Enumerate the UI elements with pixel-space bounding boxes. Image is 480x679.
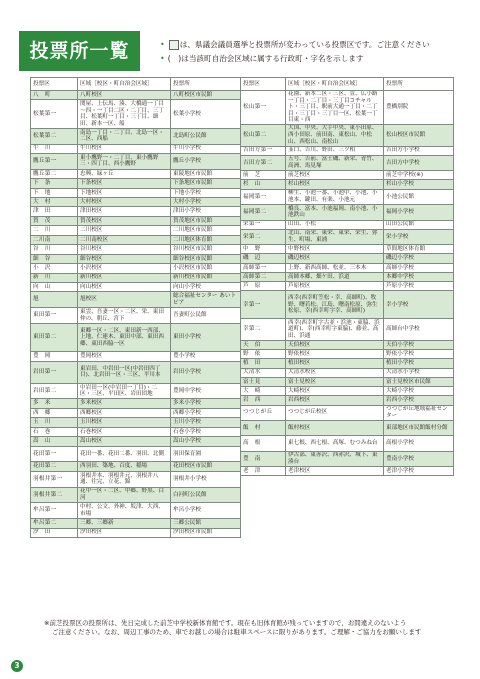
place-cell: 老津小学校 [384, 467, 454, 476]
table-row [241, 291, 454, 319]
district-cell: 杉 山 [241, 180, 286, 189]
area-cell: 嵩山校区 [78, 437, 171, 446]
header-area: 区域［校区・町自治会区域］ [78, 78, 171, 91]
area-cell: 八町校区 [78, 91, 171, 100]
area-cell: 西郷校区 [78, 408, 171, 417]
place-cell: 玉川小学校 [171, 418, 241, 427]
district-cell: 老 津 [241, 467, 286, 476]
area-cell: 花田一番、花田二番、羽田、北側 [78, 446, 171, 462]
district-cell: 谷 川 [31, 245, 78, 254]
place-cell: 芦原小学校 [384, 282, 454, 291]
table-row [31, 128, 241, 144]
district-cell: 吉田方第一 [241, 146, 286, 155]
district-cell: 栄第一 [241, 220, 286, 229]
place-cell: 牟呂小学校 [171, 503, 241, 519]
place-cell: 細谷校区市民館 [171, 254, 241, 263]
place-cell: 賀茂地区市民館 [171, 216, 241, 225]
table-row [31, 352, 241, 361]
place-cell: 富士見校区市民館 [384, 377, 454, 386]
place-cell: 総合福祉センター あいトピア [171, 292, 241, 308]
table-row [31, 264, 241, 273]
area-cell: 韮口、吉川、野田、三ツ相 [286, 146, 384, 155]
place-cell: 汐田校区市民館 [171, 528, 241, 537]
district-cell: 野 依 [241, 350, 286, 359]
area-cell: 伊古部、東赤沢、西赤沢、城下、東湊台 [286, 451, 384, 466]
note-parenthesis [160, 52, 430, 66]
district-cell: 花田第二 [31, 462, 78, 471]
table-row [31, 418, 241, 427]
place-cell: 草間地区体育館 [384, 245, 454, 254]
place-cell: 野依小学校 [384, 350, 454, 359]
table-row [31, 292, 241, 308]
table-row [241, 319, 454, 341]
area-cell: 西幸(西幸町字古並・浜池・東脇、浜道町)、幸(西幸町字東脇)、藤並、高田、浜通 [286, 319, 384, 341]
place-cell: 八町校区市民館 [171, 91, 241, 100]
header-district: 投票区 [31, 78, 78, 91]
table-row [241, 359, 454, 368]
area-cell: 高師本郷、畑ケ田、浜道 [286, 272, 384, 281]
table-row [31, 282, 241, 291]
place-cell: 豊南小学校 [384, 451, 454, 466]
district-cell: 大清水 [241, 368, 286, 377]
page-number: 3 [11, 660, 23, 672]
area-cell: 東七根、西七根、高塚、むつみね台 [286, 436, 384, 451]
table-row [241, 263, 454, 272]
footnote-line: ご注意ください。なお、周辺工事のため、車でお越しの場合は駐車スペースに限りがあります。ご理解・ご協力をお願いします [52, 628, 422, 636]
area-cell: 西羽田、築地、百度、稲場 [78, 462, 171, 471]
area-cell: 賀茂校区 [78, 216, 171, 225]
table-header-row [241, 78, 454, 91]
table-row [241, 91, 454, 125]
place-cell: 花田校区市民館 [171, 462, 241, 471]
notes [160, 38, 430, 66]
area-cell: 下条校区 [78, 179, 171, 188]
district-cell: 東田第一 [31, 308, 78, 324]
district-cell: 羽根井第一 [31, 471, 78, 487]
district-cell: 津 田 [31, 207, 78, 216]
district-cell: 岩 西 [241, 396, 286, 405]
place-cell: 小沢校区市民館 [171, 264, 241, 273]
place-cell: 白河町公民館 [171, 487, 241, 503]
page-title: 投票所一覧 [19, 31, 140, 71]
table-header-row [31, 78, 241, 91]
district-cell: 大 崎 [241, 387, 286, 396]
table-row [241, 396, 454, 405]
place-cell: 豊橋別院 [384, 91, 454, 125]
area-cell: 飯村校区 [286, 420, 384, 435]
place-cell: 谷川校区市民館 [171, 245, 241, 254]
area-cell: 中岩田一区(中岩田一丁目)・二区・三区、平田区、岩田団地 [78, 383, 171, 399]
note-highlight-text: は、県議会議員選挙と投票所が変わっている投票区です。ご注意ください [179, 40, 430, 49]
district-cell: 多 米 [31, 399, 78, 408]
table-row [31, 198, 241, 207]
district-cell: 幸第二 [241, 319, 286, 341]
place-cell: 松山校区市民館 [384, 124, 454, 146]
area-cell: 小沢校区 [78, 264, 171, 273]
district-cell: 高 根 [241, 436, 286, 451]
table-row [241, 124, 454, 146]
district-cell: 高師第一 [241, 263, 286, 272]
place-cell: 東陵地区市民館 [171, 169, 241, 178]
area-cell: 前芝校区 [286, 171, 384, 180]
place-cell: 小池公民館 [384, 189, 454, 204]
area-cell: 花園、新本二区・三区、萱、広小路一丁目・二丁目・三丁目コチャルト・三丁目、駅前大通一丁目・二丁目・三丁目・三丁目一区、松葉一丁目東・西 [286, 91, 384, 125]
table-row [31, 153, 241, 169]
district-cell: 羽根井第二 [31, 487, 78, 503]
table-row [31, 528, 241, 537]
area-cell: 大清水校区 [286, 368, 384, 377]
table-row [31, 361, 241, 383]
table-row [241, 205, 454, 220]
footnote-line: ※前芝投票区の投票所は、先日完成した前芝中学校新体育館です。現在も旧体育館が残っていますので、お間違えのないよう [44, 619, 407, 627]
area-cell: 橋良、富本、小池福岡、南小池、小池鉄山 [286, 205, 384, 220]
place-cell: 石巻小学校 [171, 427, 241, 436]
place-cell: 山田公民館 [384, 220, 454, 229]
polling-table-right [240, 77, 454, 476]
area-cell: 中野校区 [286, 245, 384, 254]
district-cell: 鷹丘第二 [31, 169, 78, 178]
district-cell: 汐 田 [31, 528, 78, 537]
district-cell: 玉 川 [31, 418, 78, 427]
district-cell: 向 山 [31, 282, 78, 291]
table-row [31, 235, 241, 244]
note-parenthesis-text: は当該町自治会区域に属する行政町・字名を示します [181, 54, 364, 63]
area-cell: 野依校区 [286, 350, 384, 359]
table-row [31, 254, 241, 263]
area-cell: 西幸(西幸町笠松・幸、高師町)、牧野、曙若松、江島、曙南松原、弥生松原、幸(西幸町字幸、高師町) [286, 291, 384, 319]
area-cell: 玉川校区 [78, 418, 171, 427]
area-cell: 花中一区・二区、中郷、野黒、白河 [78, 487, 171, 503]
area-cell: 谷川校区 [78, 245, 171, 254]
district-cell: 大 村 [31, 198, 78, 207]
district-cell: 八 町 [31, 91, 78, 100]
place-cell: 松葉小学校 [171, 100, 241, 128]
bullet-icon: • [160, 54, 165, 63]
district-cell: 牟呂第一 [31, 503, 78, 519]
note-parenthesis-prefix: ( ) [167, 54, 182, 63]
place-cell: 大崎小学校 [384, 387, 454, 396]
table-row [241, 436, 454, 451]
area-cell: 豊岡校区 [78, 352, 171, 361]
area-cell: 大村校区 [78, 198, 171, 207]
area-cell: 天伯校区 [286, 340, 384, 349]
place-cell: 高師台中学校 [384, 319, 454, 341]
table-row [241, 220, 454, 229]
table-row [31, 519, 241, 528]
table-body [31, 91, 241, 538]
area-cell: 岩西校区 [286, 396, 384, 405]
area-cell: 南島一丁目・二丁目、北島一区・二区、西船 [78, 128, 171, 144]
area-cell: 石巻校区 [78, 427, 171, 436]
place-cell: 東部地区市民館飯村分館 [384, 420, 454, 435]
place-cell: 福岡小学校 [384, 205, 454, 220]
table-row [241, 189, 454, 204]
place-cell: 吾妻町公民館 [171, 308, 241, 324]
place-cell: 前芝中学校(※) [384, 171, 454, 180]
district-cell: 細 谷 [31, 254, 78, 263]
district-cell: 二 川 [31, 226, 78, 235]
area-cell: 大崎校区 [286, 387, 384, 396]
area-cell: 東岩田、中岩田一区(中岩田四丁目)、北岩田一区・三区、平川本 [78, 361, 171, 383]
polling-table-left [30, 77, 241, 538]
district-cell: 下 条 [31, 179, 78, 188]
place-cell: 下条地区市民館 [171, 179, 241, 188]
table-row [31, 383, 241, 399]
district-cell: 飯 村 [241, 420, 286, 435]
table-row [31, 273, 241, 282]
area-cell: 汐田校区 [78, 528, 171, 537]
table-row [241, 368, 454, 377]
area-cell: 植田校区 [286, 359, 384, 368]
district-cell: 牟呂第二 [31, 519, 78, 528]
area-cell: 杉山校区 [286, 180, 384, 189]
place-cell: 本郷中学校 [384, 272, 454, 281]
table-row [31, 446, 241, 462]
district-cell: 中 野 [241, 245, 286, 254]
place-cell: 杉山小学校 [384, 180, 454, 189]
table-row [241, 245, 454, 254]
area-cell: 関屋、上伝馬、湊、大橋通一丁目～四・一丁目二区・二丁目、三丁目、松葉町一丁目・三丁目、細田、新本一区、船 [78, 100, 171, 128]
district-cell: 新 川 [31, 273, 78, 282]
table-body [241, 91, 454, 476]
district-cell: 岩田第二 [31, 383, 78, 399]
district-cell: 嵩 山 [31, 437, 78, 446]
area-cell: 忠興、緑ヶ丘 [78, 169, 171, 178]
highlight-swatch-icon [169, 40, 179, 50]
area-cell: 中村、公文、外神、坂津、大西、市場 [78, 503, 171, 519]
place-cell: 高師小学校 [384, 263, 454, 272]
table-row [241, 146, 454, 155]
place-cell: 二川地区体育館 [171, 235, 241, 244]
district-cell: 花田第一 [31, 446, 78, 462]
district-cell: 松山第二 [241, 124, 286, 146]
district-cell: 吉田方第二 [241, 155, 286, 170]
table-row [31, 408, 241, 417]
note-highlight [160, 38, 430, 52]
table-row [31, 399, 241, 408]
area-cell: 東雲、吾妻一区・二区、栄、東田仲の、朝丘、宮下 [78, 308, 171, 324]
table-row [31, 503, 241, 519]
area-cell: 羽根井本、羽根井元、羽根井八通、往完、立花、錦 [78, 471, 171, 487]
district-cell: 下 地 [31, 188, 78, 197]
place-cell: 東田小学校 [171, 323, 241, 351]
area-cell: 三郷、三郷新 [78, 519, 171, 528]
area-cell: 二川校区 [78, 226, 171, 235]
table-row [31, 144, 241, 153]
district-cell: 天 伯 [241, 340, 286, 349]
table-row [31, 179, 241, 188]
table-row [241, 180, 454, 189]
table-row [31, 427, 241, 436]
area-cell: 向山校区 [78, 282, 171, 291]
table-row [241, 171, 454, 180]
table-row [241, 451, 454, 466]
table-row [241, 229, 454, 244]
table-row [241, 254, 454, 263]
header-area: 区域［校区・町自治会区域］ [286, 78, 384, 91]
table-row [31, 226, 241, 235]
table-row [241, 467, 454, 476]
district-cell: 松葉第二 [31, 128, 78, 144]
district-cell: 豊 南 [241, 451, 286, 466]
district-cell: 鷹丘第一 [31, 153, 78, 169]
district-cell: 旭 [31, 292, 78, 308]
district-cell: 賀 茂 [31, 216, 78, 225]
district-cell: つつじが丘 [241, 405, 286, 420]
place-cell: 磯辺小学校 [384, 254, 454, 263]
place-cell: 牛川小学校 [171, 144, 241, 153]
place-cell: 植田小学校 [384, 359, 454, 368]
place-cell: 大村小学校 [171, 198, 241, 207]
table-row [241, 350, 454, 359]
table-row [31, 308, 241, 324]
table-row [241, 155, 454, 170]
area-cell: 山田、小松 [286, 220, 384, 229]
district-cell: 高師第二 [241, 272, 286, 281]
place-cell: 羽根井小学校 [171, 471, 241, 487]
district-cell: 小 沢 [31, 264, 78, 273]
place-cell: 豊小学校 [171, 352, 241, 361]
district-cell: 磯 辺 [241, 254, 286, 263]
place-cell: 岩田小学校 [171, 361, 241, 383]
place-cell: 下地小学校 [171, 188, 241, 197]
place-cell: 吉田方小学校 [384, 146, 454, 155]
district-cell: 豊 岡 [31, 352, 78, 361]
place-cell: 幸小学校 [384, 291, 454, 319]
district-cell: 栄第二 [241, 229, 286, 244]
district-cell: 東田第二 [31, 323, 78, 351]
area-cell: 柳生、小池一番、小池中、小池、小池本、鍵田、有楽、小池元 [286, 189, 384, 204]
table-row [31, 100, 241, 128]
table-row [31, 245, 241, 254]
area-cell: 東郷一区・二区、東田新一西部、上地、仁連木、東田中部、東田西郷、東田西脇一区 [78, 323, 171, 351]
area-cell: 細谷校区 [78, 254, 171, 263]
table-row [31, 487, 241, 503]
header-place: 投票所 [171, 78, 241, 91]
area-cell: 富士見校区 [286, 377, 384, 386]
district-cell: 岩田第一 [31, 361, 78, 383]
district-cell: 牛 川 [31, 144, 78, 153]
area-cell: 北山、南栄、東栄、東栄、栄生、弥生、町場、東浦 [286, 229, 384, 244]
bullet-icon: • [160, 40, 165, 49]
place-cell: 向山小学校 [171, 282, 241, 291]
area-cell: 旭校区 [78, 292, 171, 308]
area-cell: 新川校区 [78, 273, 171, 282]
table-row [241, 420, 454, 435]
table-row [241, 272, 454, 281]
table-row [31, 188, 241, 197]
district-cell: 西 郷 [31, 408, 78, 417]
area-cell: 多米校区 [78, 399, 171, 408]
district-cell: 福岡第一 [241, 189, 286, 204]
place-cell: 鷹丘小学校 [171, 153, 241, 169]
place-cell: 三郷公民館 [171, 519, 241, 528]
place-cell: 二川地区市民館 [171, 226, 241, 235]
area-cell: 上野、新西高師、松並、三本木 [286, 263, 384, 272]
table-row [241, 282, 454, 291]
place-cell: つつじが丘地域福祉センター [384, 405, 454, 420]
district-cell: 福岡第二 [241, 205, 286, 220]
table-row [31, 471, 241, 487]
table-row [31, 437, 241, 446]
table-row [241, 387, 454, 396]
district-cell: 植 田 [241, 359, 286, 368]
district-cell: 富士見 [241, 377, 286, 386]
district-cell: 松葉第一 [31, 100, 78, 128]
header-place: 投票所 [384, 78, 454, 91]
header-district: 投票区 [241, 78, 286, 91]
area-cell: 芦原校区 [286, 282, 384, 291]
table-row [31, 462, 241, 471]
place-cell: 岩西小学校 [384, 396, 454, 405]
place-cell: 津田小学校 [171, 207, 241, 216]
table-row [31, 216, 241, 225]
place-cell: 多米小学校 [171, 399, 241, 408]
place-cell: 豊岡中学校 [171, 383, 241, 399]
place-cell: 大清水小学校 [384, 368, 454, 377]
place-cell: 新川校区市民館 [171, 273, 241, 282]
area-cell: 磯辺校区 [286, 254, 384, 263]
table-row [241, 405, 454, 420]
district-cell: 松山第一 [241, 91, 286, 125]
area-cell: 二川南校区 [78, 235, 171, 244]
place-cell: 北島町公民館 [171, 128, 241, 144]
area-cell: 大国、中央、大手中央、東小田原、西小田原、前田南、東松山、中松山、西松山、南松山 [286, 124, 384, 146]
area-cell: 老津校区 [286, 467, 384, 476]
district-cell: 芦 原 [241, 282, 286, 291]
place-cell: 吉田方中学校 [384, 155, 454, 170]
place-cell: 高根小学校 [384, 436, 454, 451]
table-row [241, 340, 454, 349]
table-row [31, 169, 241, 178]
area-cell: 津田校区 [78, 207, 171, 216]
district-cell: 二川南 [31, 235, 78, 244]
table-row [31, 91, 241, 100]
area-cell: 東小鷹野一・二丁目、東小鷹野三・四丁目、西小鷹野 [78, 153, 171, 169]
area-cell: 牛川校区 [78, 144, 171, 153]
district-cell: 幸第一 [241, 291, 286, 319]
district-cell: 前 芝 [241, 171, 286, 180]
table-row [31, 207, 241, 216]
place-cell: 西郷小学校 [171, 408, 241, 417]
area-cell: 五号、吉前、富士磯、新栄、青竹、高洲、馬見塚 [286, 155, 384, 170]
table-row [31, 323, 241, 351]
footnote [44, 619, 454, 637]
area-cell: 下地校区 [78, 188, 171, 197]
place-cell: 羽田保育園 [171, 446, 241, 462]
place-cell: 栄小学校 [384, 229, 454, 244]
district-cell: 石 巻 [31, 427, 78, 436]
place-cell: 嵩山小学校 [171, 437, 241, 446]
table-row [241, 377, 454, 386]
area-cell: つつじが丘校区 [286, 405, 384, 420]
place-cell: 天伯小学校 [384, 340, 454, 349]
